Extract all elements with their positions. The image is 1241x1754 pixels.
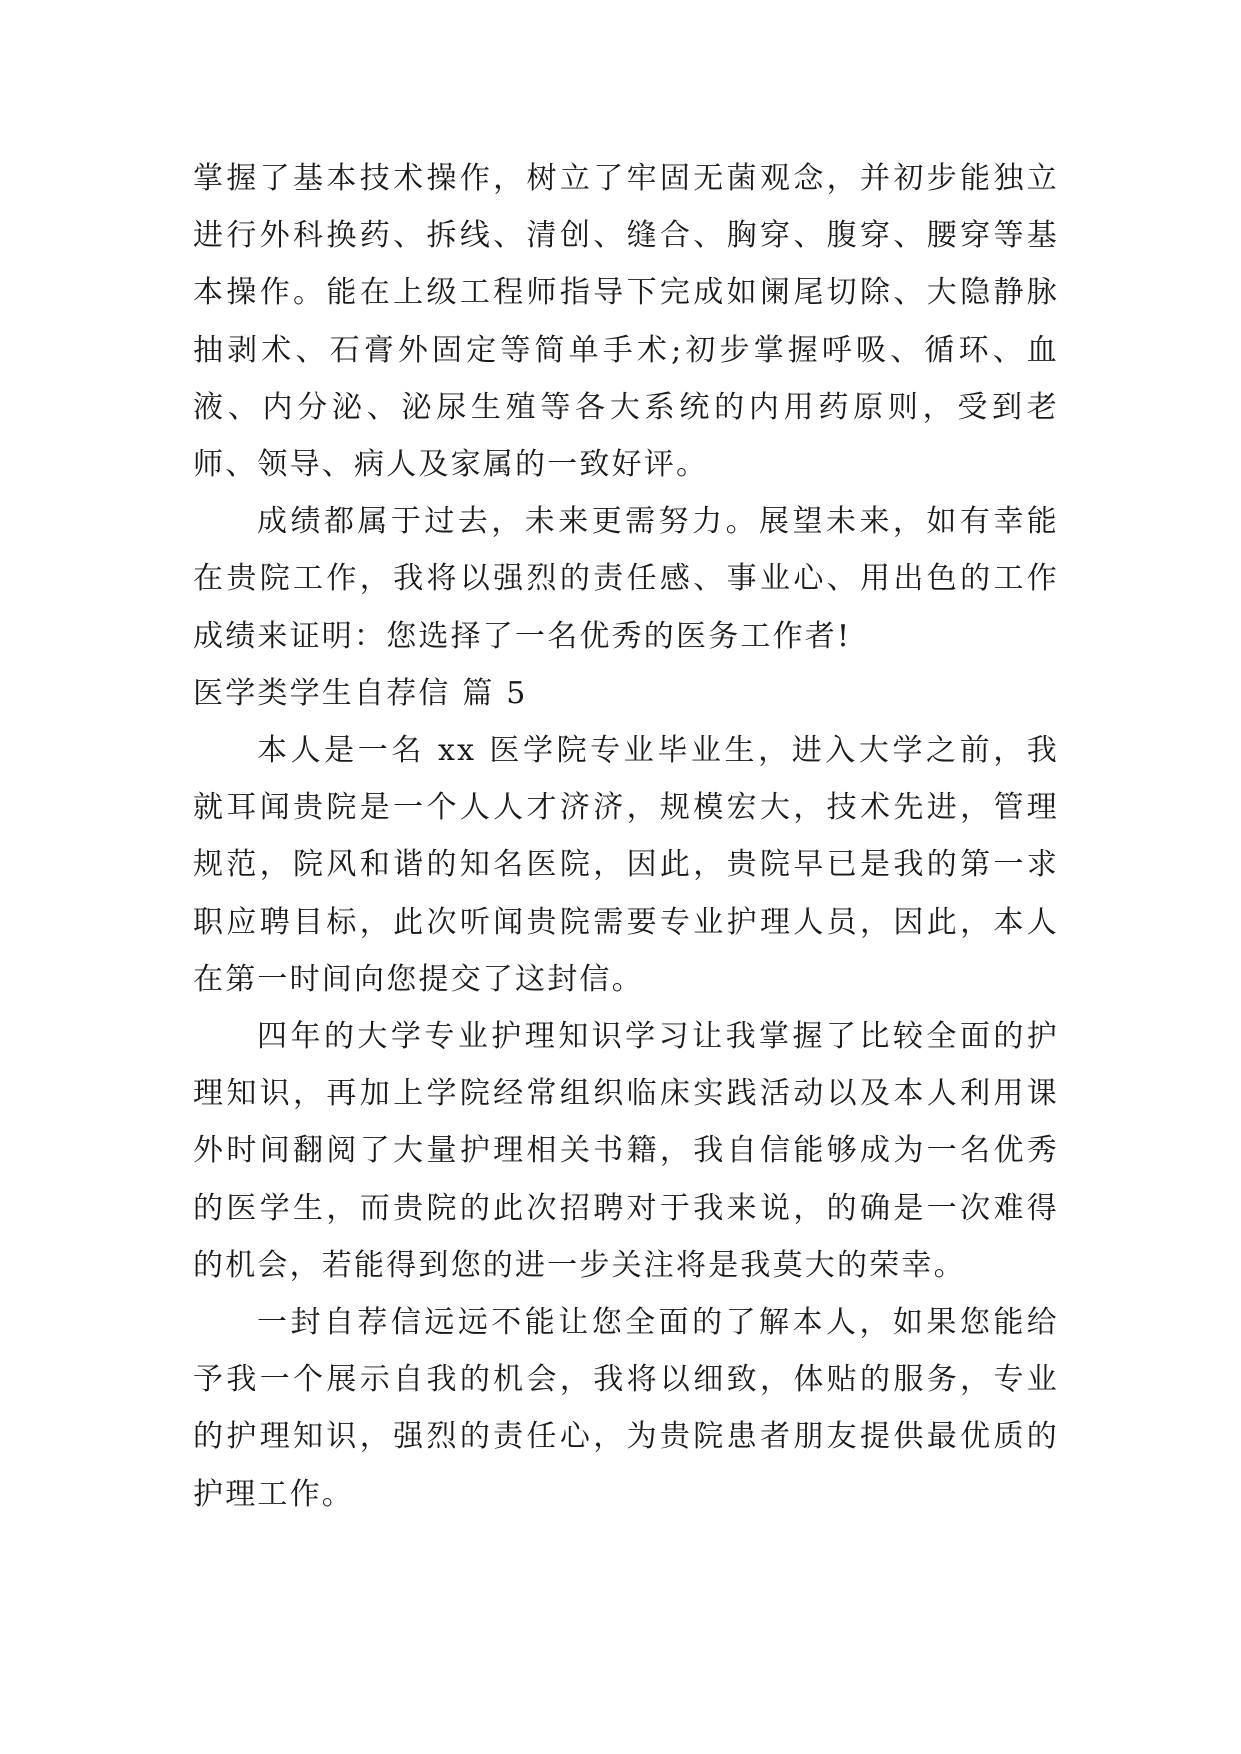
paragraph-education: 四年的大学专业护理知识学习让我掌握了比较全面的护理知识，再加上学院经常组织临床实践活动以及本人利用课外时间翻阅了大量护理相关书籍，我自信能够成为一名优秀的医学生，而贵院的此次招聘对于我来说，的确是一次难得的机会，若能得到您的进一步关注将是我莫大的荣幸。 xyxy=(193,1019,1059,1283)
paragraph-introduction: 本人是一名 xx 医学院专业毕业生，进入大学之前，我就耳闻贵院是一个人人才济济，规模宏大，技术先进，管理规范，院风和谐的知名医院，因此，贵院早已是我的第一求职应聘目标，此次听闻贵院需要专业护理人员，因此，本人在第一时间向您提交了这封信。 xyxy=(193,733,1059,997)
paragraph-conclusion: 一封自荐信远远不能让您全面的了解本人，如果您能给予我一个展示自我的机会，我将以细致，体贴的服务，专业的护理知识，强烈的责任心，为贵院患者朋友提供最优质的护理工作。 xyxy=(193,1305,1059,1512)
paragraph-continued: 掌握了基本技术操作，树立了牢固无菌观念，并初步能独立进行外科换药、拆线、清创、缝合、胸穿、腹穿、腰穿等基本操作。能在上级工程师指导下完成如阑尾切除、大隐静脉抽剥术、石膏外固定等简单手术;初步掌握呼吸、循环、血液、内分泌、泌尿生殖等各大系统的内用药原则，受到老师、领导、病人及家属的一致好评。 xyxy=(193,161,1059,483)
section-heading: 医学类学生自荐信 篇 5 xyxy=(193,675,528,711)
document-body xyxy=(193,150,1059,1523)
paragraph-closing-summary: 成绩都属于过去，未来更需努力。展望未来，如有幸能在贵院工作，我将以强烈的责任感、事业心、用出色的工作成绩来证明：您选择了一名优秀的医务工作者! xyxy=(193,504,1059,654)
